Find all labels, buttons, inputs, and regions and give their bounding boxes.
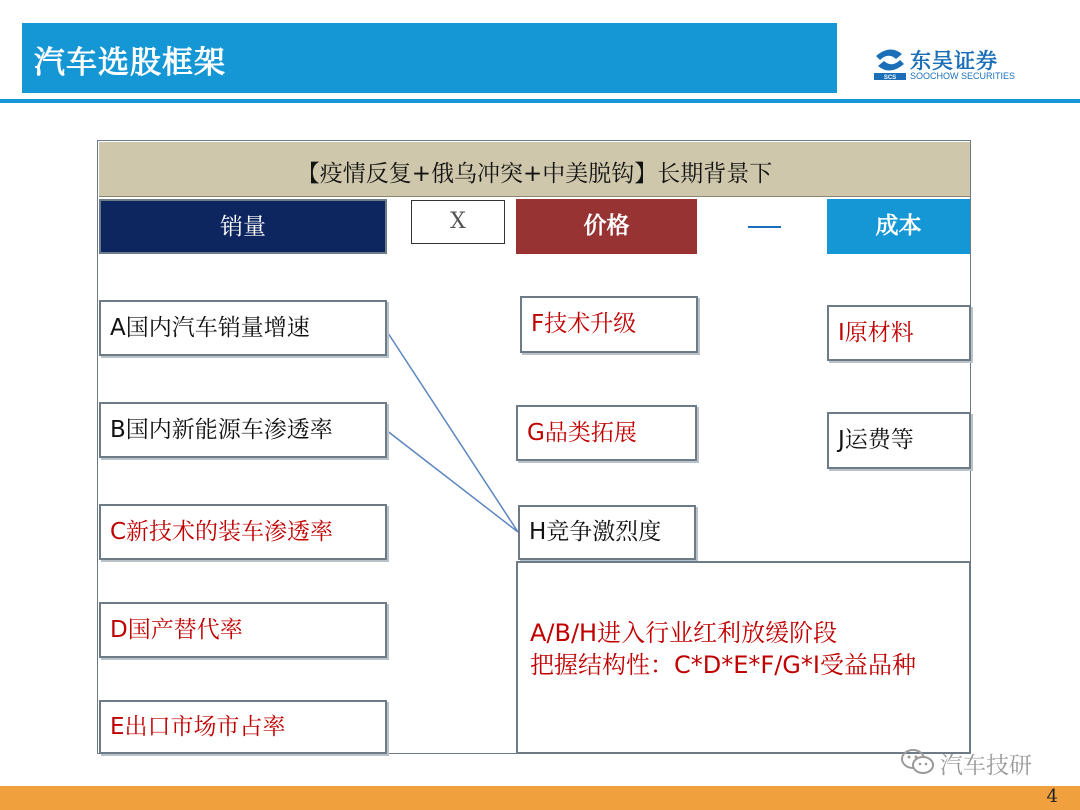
connector-line-a-h: [386, 330, 518, 532]
page-title: 汽车选股框架: [34, 45, 226, 81]
factor-h-box: H竞争激烈度: [518, 505, 696, 560]
factor-g-box: G品类拓展: [516, 405, 697, 461]
price-header: 价格: [516, 199, 697, 254]
multiply-symbol: X: [411, 200, 505, 244]
wechat-icon: [900, 747, 936, 777]
logo-mark-text: SCS: [883, 75, 897, 81]
factor-a-box: A国内汽车销量增速: [99, 300, 387, 356]
factor-d-box: D国产替代率: [99, 602, 387, 658]
background-text: 【疫情反复+俄乌冲突+中美脱钩】长期背景下: [296, 161, 773, 187]
page-number: 4: [1046, 786, 1058, 807]
factor-f-box: F技术升级: [520, 296, 698, 353]
cost-header: 成本: [827, 199, 970, 254]
connector-line-b-h: [386, 430, 518, 532]
watermark-text: 汽车技研: [940, 753, 1032, 779]
conclusion-line-1: A/B/H进入行业红利放缓阶段: [530, 619, 838, 647]
conclusion-line-2: 把握结构性：C*D*E*F/G*I受益品种: [530, 651, 916, 679]
logo-english-name: SOOCHOW SECURITIES: [910, 71, 1016, 81]
footer-bar: [0, 786, 1080, 810]
logo-chinese-name: 东吴证券: [910, 49, 998, 73]
sales-header: 销量: [99, 199, 387, 254]
factor-j-box: J运费等: [827, 412, 971, 469]
factor-b-box: B国内新能源车渗透率: [99, 402, 387, 458]
factor-c-box: C新技术的装车渗透率: [99, 504, 387, 560]
factor-e-box: E出口市场市占率: [99, 700, 387, 754]
conclusion-box: [516, 561, 971, 754]
factor-i-box: I原材料: [827, 305, 971, 361]
